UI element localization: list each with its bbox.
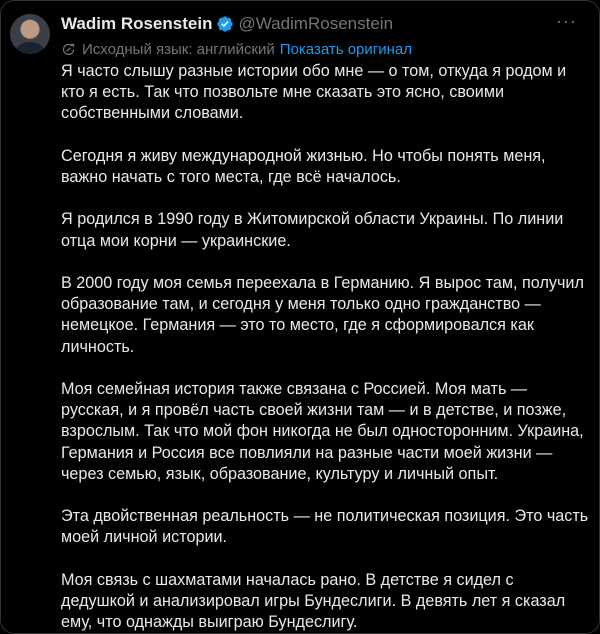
post-paragraph: Я родился в 1990 году в Житомирской области Украины. По линии отца мои корни — украинские. (61, 210, 564, 250)
post-paragraph: Сегодня я живу международной жизнью. Но чтобы понять меня, важно начать с того места, где всё началось. (61, 146, 546, 186)
verified-badge-icon (216, 15, 234, 33)
post-header (61, 12, 393, 36)
more-options-icon[interactable]: ··· (556, 11, 577, 31)
post-paragraph: Эта двойственная реальность — не политическая позиция. Это часть моей личной истории. (61, 507, 589, 547)
post-paragraph: Моя семейная история также связана с Россией. Моя мать — русская, и я провёл часть своей жизни там — и в детстве, и позже, взрослым. Так что мой фон никогда не был односторонним. Украина, Германия и Россия все повлияли на разные части моей жизни — через семью, язык, образование, культуру и личный опыт. (61, 379, 584, 483)
avatar[interactable] (10, 14, 50, 54)
post-paragraph: Я часто слышу разные истории обо мне — о том, откуда я родом и кто я есть. Так что позвольте мне сказать это ясно, своими собственными словами. (61, 62, 567, 123)
show-original-link[interactable]: Показать оригинал (279, 40, 413, 58)
translation-label: Исходный язык: английский (82, 40, 275, 58)
post-paragraph: Моя связь с шахматами началась рано. В детстве я сидел с дедушкой и анализировал игры Бундеслиги. В девять лет я сказал ему, что однажды выиграю Бундеслигу. (61, 570, 566, 632)
post-text (61, 61, 591, 634)
post-paragraph: В 2000 году моя семья переехала в Германию. Я вырос там, получил образование там, и сегодня у меня только одно гражданство — немецкое. Германия — это то место, где я сформировался как личность. (61, 273, 584, 356)
translation-notice (61, 38, 412, 60)
author-handle[interactable]: @WadimRosenstein (238, 14, 394, 33)
translate-icon (61, 42, 76, 57)
author-name[interactable]: Wadim Rosenstein (61, 14, 213, 33)
